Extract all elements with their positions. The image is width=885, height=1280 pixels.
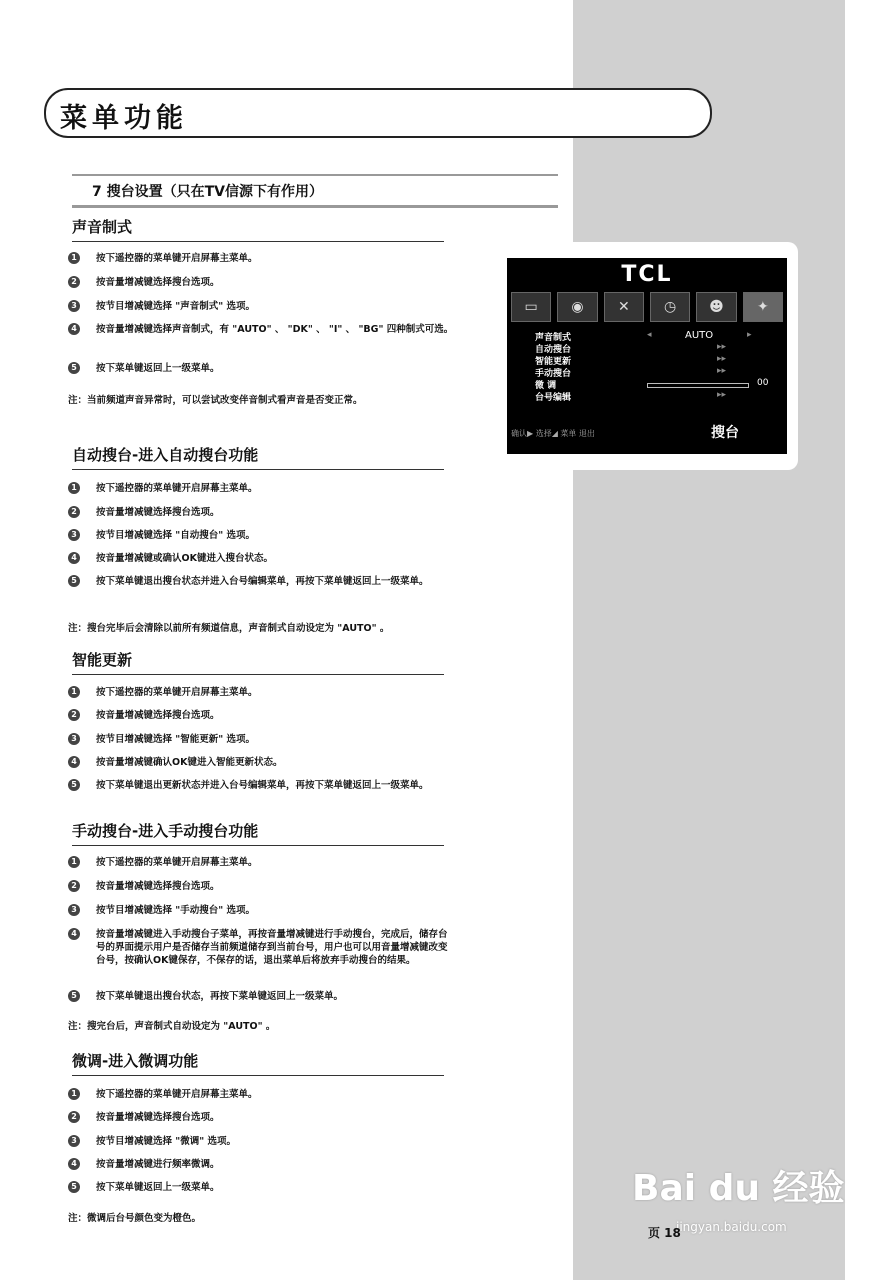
step-number: 3 [68,1135,80,1147]
step-number: 4 [68,928,80,940]
section-band [72,174,558,208]
tv-menu-icons [511,292,783,322]
picture-icon: ▭ [511,292,551,322]
tv-footer [511,425,783,448]
step-number: 2 [68,709,80,721]
step-number: 3 [68,300,80,312]
forward-icon: ▸▸ [717,342,727,352]
section-title: 7 搜台设置（只在TV信源下有作用） [92,184,323,200]
tv-footer-title: 搜台 [711,425,739,441]
note: 注：搜台完毕后会清除以前所有频道信息，声音制式自动设定为 "AUTO" 。 [68,623,390,634]
step-number: 2 [68,880,80,892]
watermark-url: jingyan.baidu.com [676,1220,787,1234]
step-number: 5 [68,575,80,587]
people-icon: ☻ [696,292,736,322]
sound-icon: ◉ [557,292,597,322]
step-number: 5 [68,779,80,791]
step-number: 1 [68,252,80,264]
step-number: 4 [68,552,80,564]
tv-screen [507,258,787,454]
tools-icon: ✕ [604,292,644,322]
step-number: 5 [68,1181,80,1193]
right-panel [573,0,845,1280]
sub-heading: 手动搜台-进入手动搜台功能 [72,820,444,846]
page-title: 菜单功能 [60,103,188,134]
note: 注：搜完台后，声音制式自动设定为 "AUTO" 。 [68,1021,276,1032]
clock-icon: ◷ [650,292,690,322]
sub-heading: 自动搜台-进入自动搜台功能 [72,444,444,470]
tv-menu-row: 声音制式 ◂ AUTO ▸ [535,330,752,343]
step-number: 2 [68,506,80,518]
step-number: 4 [68,756,80,768]
step-number: 3 [68,529,80,541]
step-number: 4 [68,323,80,335]
step-number: 1 [68,686,80,698]
left-arrow-icon: ◂ [647,330,652,340]
note: 注：微调后台号颜色变为橙色。 [68,1213,202,1224]
page-margin [845,0,885,1280]
sub-heading: 微调-进入微调功能 [72,1050,444,1076]
forward-icon: ▸▸ [717,354,727,364]
tv-footer-hint: 确认▶ 选择◢ 菜单 退出 [511,429,595,438]
sub-heading: 智能更新 [72,649,444,675]
step-number: 3 [68,904,80,916]
tuning-icon: ✦ [743,292,783,322]
note: 注：当前频道声音异常时，可以尝试改变伴音制式看声音是否变正常。 [68,395,363,406]
step-number: 3 [68,733,80,745]
tv-menu-row: 智能更新 ▸▸ [535,354,727,367]
fine-tune-slider [647,383,749,388]
step-number: 2 [68,1111,80,1123]
step-number: 1 [68,1088,80,1100]
page-number: 页 18 [648,1226,681,1240]
step-number: 5 [68,990,80,1002]
tv-menu-row: 台号编辑 ▸▸ [535,390,727,403]
tv-menu-row: 微 调 00 [535,378,769,391]
tv-menu-row: 自动搜台 ▸▸ [535,342,727,355]
tcl-logo: TCL [621,262,673,287]
step-number: 1 [68,482,80,494]
tv-menu-row: 手动搜台 ▸▸ [535,366,727,379]
step-number: 1 [68,856,80,868]
right-arrow-icon: ▸ [747,330,752,340]
forward-icon: ▸▸ [717,366,727,376]
sub-heading: 声音制式 [72,216,444,242]
title-box [44,88,712,138]
step-number: 5 [68,362,80,374]
watermark-logo: Bai du 经验 [632,1168,845,1209]
step-number: 2 [68,276,80,288]
forward-icon: ▸▸ [717,390,727,400]
step-number: 4 [68,1158,80,1170]
